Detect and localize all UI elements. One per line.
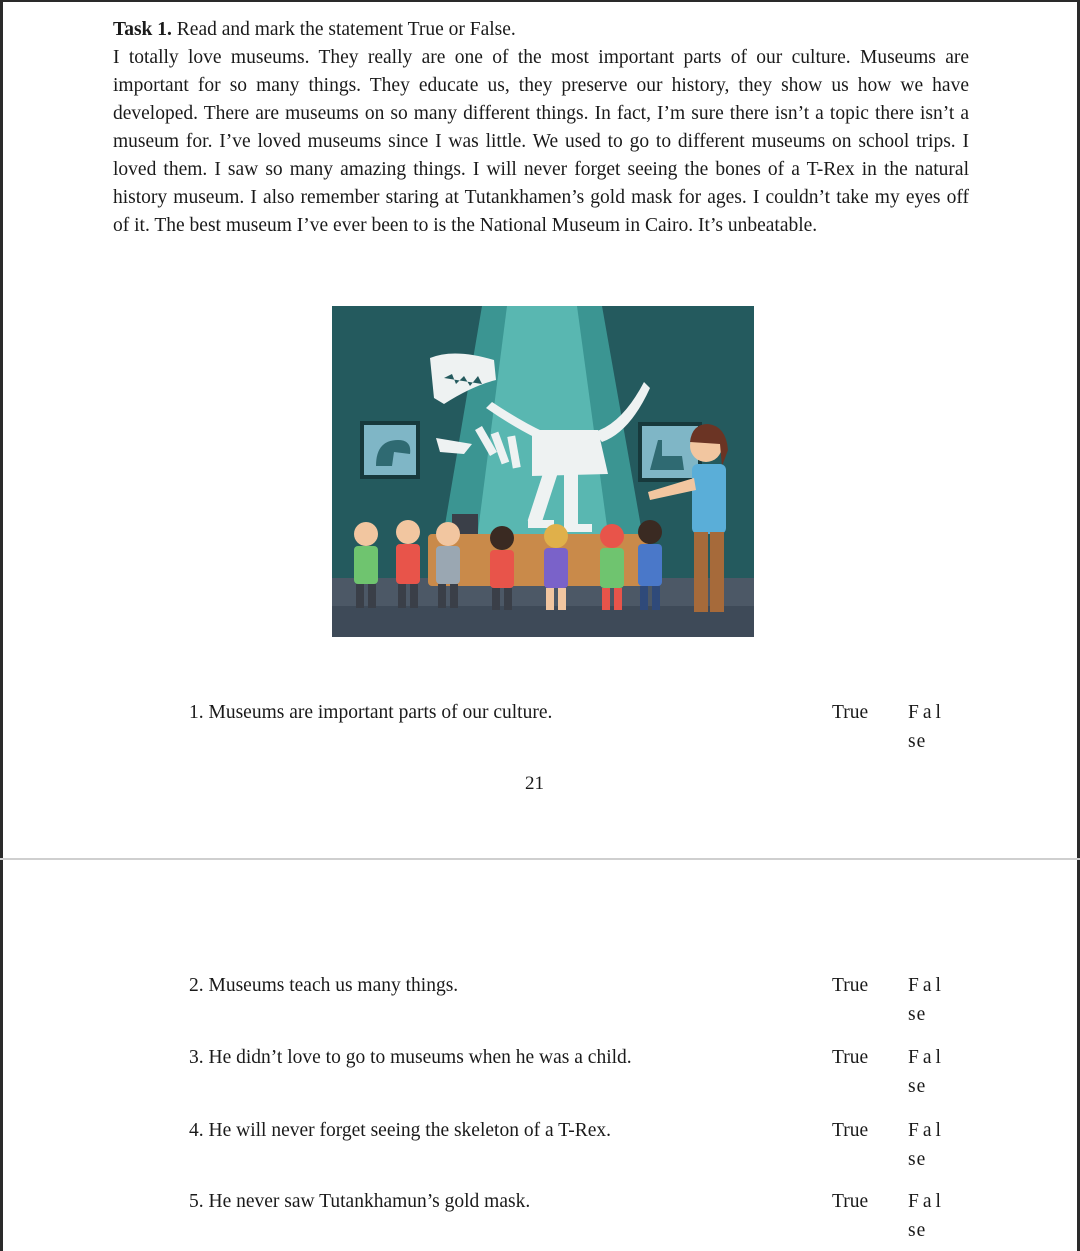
false-option[interactable]: Fal: [908, 1047, 945, 1068]
question-text: 4. He will never forget seeing the skeleton of a T-Rex.: [189, 1120, 612, 1141]
false-option[interactable]: Fal: [908, 975, 945, 996]
true-option[interactable]: True: [832, 1120, 869, 1141]
question-4: [0, 1120, 1080, 1180]
false-option-wrap[interactable]: se: [908, 1076, 927, 1097]
task-section: [113, 16, 969, 240]
question-text: 5. He never saw Tutankhamun’s gold mask.: [189, 1191, 531, 1212]
task-label: Task 1.: [113, 19, 172, 40]
false-option-wrap[interactable]: se: [908, 731, 927, 752]
reading-passage: I totally love museums. They really are one of the most important parts of our culture. Museums are important for so many things. They educate us, they preserve our history, they show us how we have developed. There are museums on so many different things. In fact, I’m sure there isn’t a topic there isn’t a museum for. I’ve loved museums since I was little. We used to go to different museums on school trips. I loved them. I saw so many amazing things. I will never forget seeing the bones of a T-Rex in the natural history museum. I also remember staring at Tutankhamen’s gold mask for ages. I couldn’t take my eyes off of it. The best museum I’ve ever been to is the National Museum in Cairo. It’s unbeatable.: [113, 47, 969, 236]
page-divider: [0, 858, 1080, 860]
true-option[interactable]: True: [832, 1047, 869, 1068]
task-instruction: Read and mark the statement True or False.: [176, 19, 516, 40]
true-option[interactable]: True: [832, 1191, 869, 1212]
true-option[interactable]: True: [832, 975, 869, 996]
question-text: 3. He didn’t love to go to museums when he was a child.: [189, 1047, 632, 1068]
question-1: [0, 702, 1080, 762]
dino-picture-frame: [362, 423, 418, 477]
floor-front: [332, 606, 754, 637]
question-2: [0, 975, 1080, 1035]
false-option-wrap[interactable]: se: [908, 1220, 927, 1241]
task-heading: [113, 16, 969, 44]
question-3: [0, 1047, 1080, 1107]
false-option-wrap[interactable]: se: [908, 1149, 927, 1170]
false-option[interactable]: Fal: [908, 1191, 945, 1212]
question-text: 1. Museums are important parts of our culture.: [189, 702, 553, 723]
question-text: 2. Museums teach us many things.: [189, 975, 459, 996]
question-5: [0, 1191, 1080, 1251]
true-option[interactable]: True: [832, 702, 869, 723]
page-number: 21: [525, 773, 544, 794]
false-option-wrap[interactable]: se: [908, 1004, 927, 1025]
museum-dinosaur-illustration: [332, 306, 754, 637]
children-group: [354, 520, 662, 610]
giraffe-picture-frame: [640, 424, 700, 480]
false-option[interactable]: Fal: [908, 1120, 945, 1141]
false-option[interactable]: Fal: [908, 702, 945, 723]
